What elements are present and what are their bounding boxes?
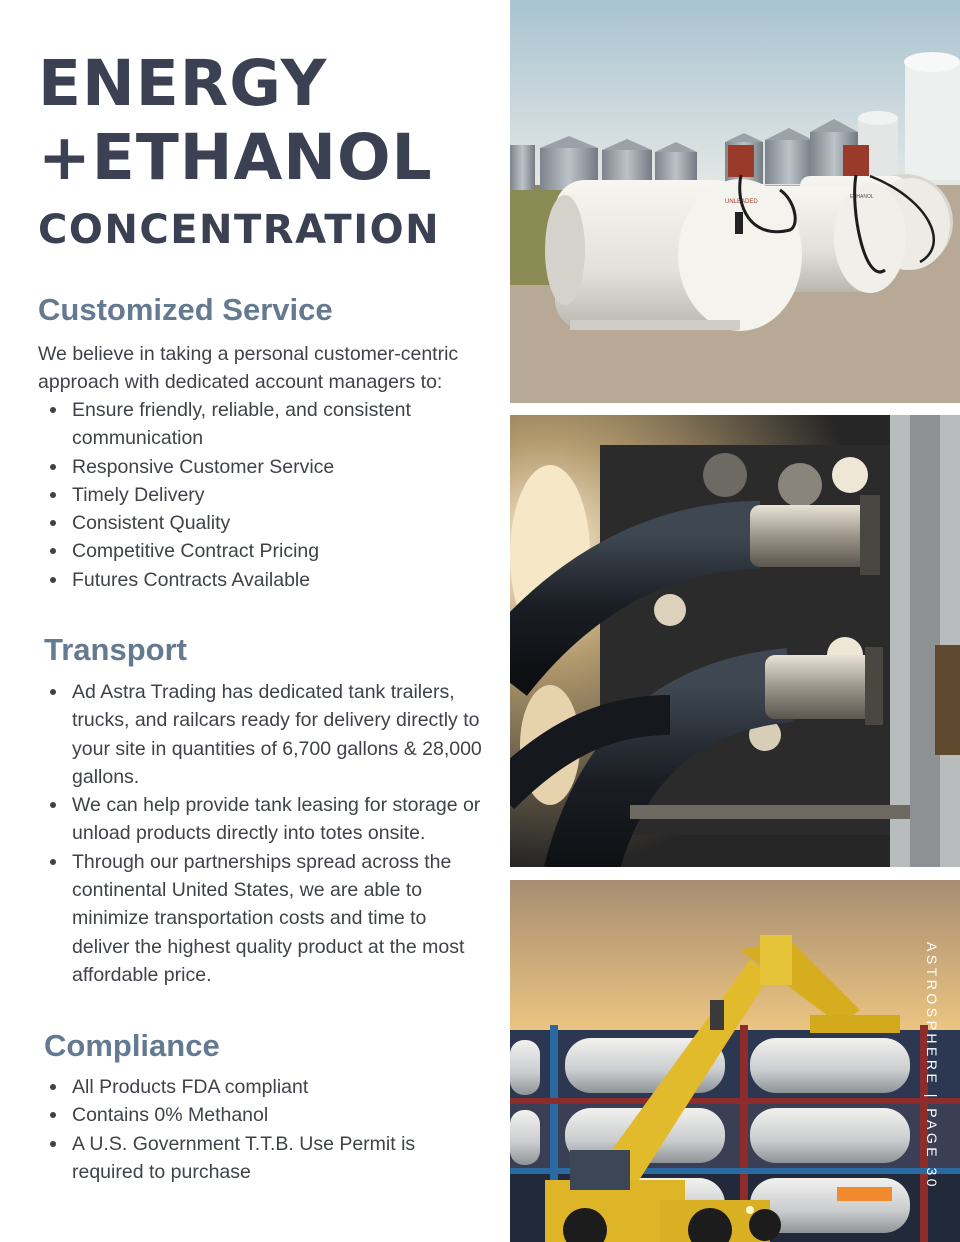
- list-item: Ad Astra Trading has dedicated tank trailers, trucks, and railcars ready for delivery directly to your site in quantities of 6,700 gallons & 28,000 gallons.: [38, 678, 488, 791]
- tank-hoses-photo: [510, 415, 960, 867]
- title-energy: ENERGY: [38, 47, 328, 120]
- list-item: Timely Delivery: [38, 481, 468, 509]
- list-item: A U.S. Government T.T.B. Use Permit is required to purchase: [38, 1130, 468, 1187]
- title-ethanol: +ETHANOL: [38, 121, 433, 194]
- compliance-heading: Compliance: [44, 1028, 220, 1063]
- customized-service-intro: We believe in taking a personal customer-centric approach with dedicated account managers to:: [38, 343, 459, 394]
- container-handler-photo: [510, 880, 960, 1242]
- list-item: Contains 0% Methanol: [38, 1101, 468, 1129]
- compliance-list: [38, 1073, 468, 1186]
- page-footer-label: ASTROSPHERE | PAGE 30: [924, 942, 940, 1191]
- list-item: Competitive Contract Pricing: [38, 537, 468, 565]
- list-item: Ensure friendly, reliable, and consistent communication: [38, 396, 468, 453]
- list-item: Through our partnerships spread across the continental United States, we are able to minimize transportation costs and time to deliver the highest quality product at the most affordable price.: [38, 848, 488, 989]
- transport-list: [38, 678, 488, 989]
- list-item: Consistent Quality: [38, 509, 468, 537]
- transport-heading: Transport: [44, 632, 187, 667]
- list-item: Futures Contracts Available: [38, 566, 468, 594]
- list-item: We can help provide tank leasing for storage or unload products directly into totes onsite.: [38, 791, 488, 848]
- list-item: Responsive Customer Service: [38, 453, 468, 481]
- tank-label-ethanol: ETHANOL: [850, 194, 874, 200]
- customized-service-heading: Customized Service: [38, 292, 333, 327]
- list-item: All Products FDA compliant: [38, 1073, 468, 1101]
- tank-label-unleaded: UNLEADED: [725, 199, 758, 205]
- customized-service-list: [38, 396, 468, 594]
- fuel-tanks-photo: [510, 0, 960, 403]
- title-concentration: CONCENTRATION: [38, 207, 441, 253]
